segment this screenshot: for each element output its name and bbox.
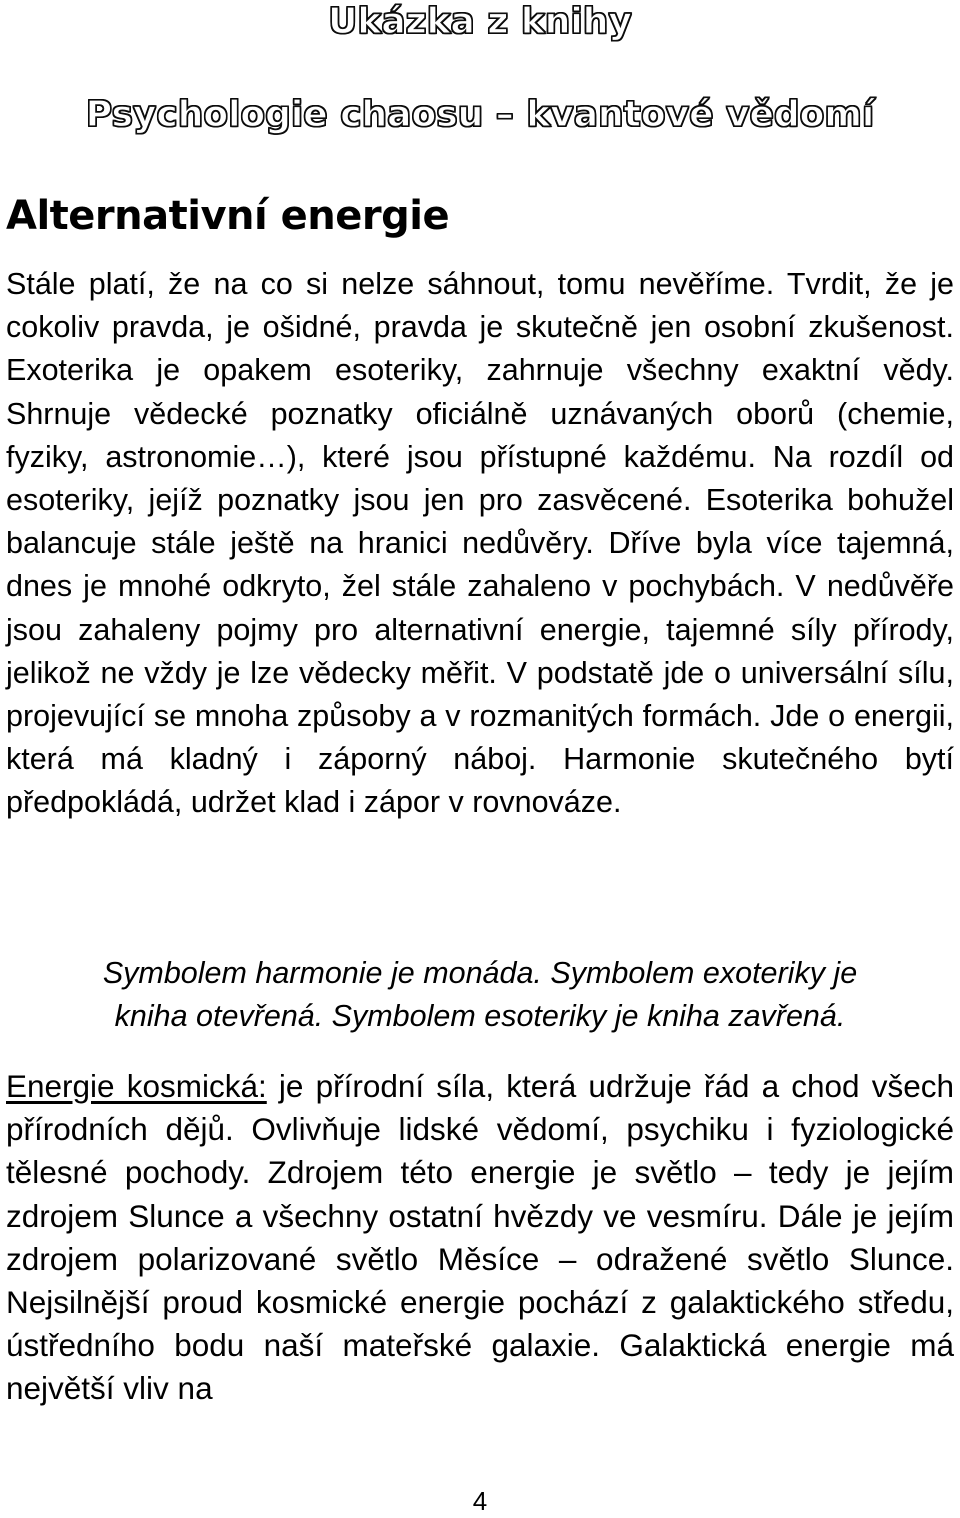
paragraph-intro: Stále platí, že na co si nelze sáhnout, tomu nevěříme. Tvrdit, že je cokoliv pravda, je ošidné, pravda je skutečně jen osobní zkušenost. Exoterika je opakem esoteriky, zahrnuje všechny exaktní vědy. Shrnuje vědecké poznatky oficiálně uznávaných oborů (chemie, fyziky, astronomie…), které jsou přístupné každému. Na rozdíl od esoteriky, jejíž poznatky jsou jen pro zasvěcené. Esoterika bohužel balancuje stále ještě na hranici nedůvěry. Dříve byla více tajemná, dnes je mnohé odkryto, žel stále zahaleno v pochybách. V nedůvěře jsou zahaleny pojmy pro alternativní energie, tajemné síly přírody, jelikož ne vždy je lze vědecky měřit. V podstatě jde o universální sílu, projevující se mnoha způsoby a v rozmanitých formách. Jde o energii, která má kladný i záporný náboj. Harmonie skutečného bytí předpokládá, udržet klad i zápor v rovnováze. xyxy=(6,267,954,820)
paragraph-cosmic-energy-text: je přírodní síla, která udržuje řád a chod všech přírodních dějů. Ovlivňuje lidské vědomí, psychiku i fyziologické tělesné pochody. Zdrojem této energie je světlo – tedy je jejím zdrojem Slunce a všechny ostatní hvězdy ve vesmíru. Dále je jejím zdrojem polarizované světlo Měsíce – odražené světlo Slunce. Nejsilnější proud kosmické energie pochází z galaktického středu, ústředního bodu naší mateřské galaxie. Galaktická energie má největší vliv na xyxy=(6,1068,955,1407)
page-number: 4 xyxy=(472,1486,488,1516)
sample-label: Ukázka z knihy xyxy=(328,1,632,42)
section-heading: Alternativní energie xyxy=(6,193,450,239)
quote-line-1: Symbolem harmonie je monáda. Symbolem exoteriky je xyxy=(102,956,858,990)
book-title: Psychologie chaosu – kvantové vědomí xyxy=(85,94,875,135)
paragraph-cosmic-energy xyxy=(6,1065,954,1411)
quote-line-2: kniha otevřená. Symbolem esoteriky je kniha zavřená. xyxy=(114,999,846,1033)
term-cosmic-energy: Energie kosmická: xyxy=(6,1068,267,1104)
quote-symbolism xyxy=(0,952,960,1038)
